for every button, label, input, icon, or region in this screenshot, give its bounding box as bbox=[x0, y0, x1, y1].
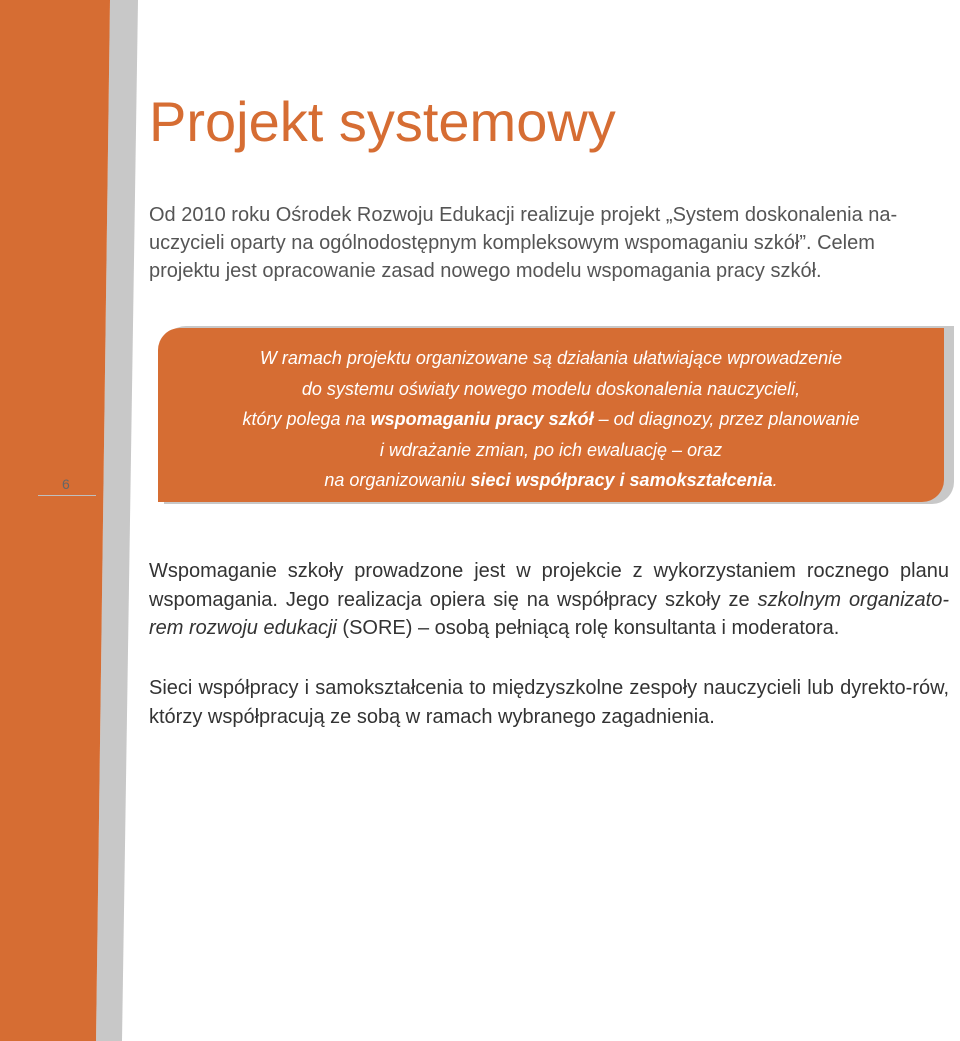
sore-term: szkolnym organizato-rem rozwoju edukacji bbox=[149, 588, 949, 639]
highlight-emphasis-networks: sieci współpracy i samokształcenia bbox=[470, 470, 773, 490]
highlight-box bbox=[158, 328, 944, 502]
body-paragraph-2: Sieci współpracy i samokształcenia to międzyszkolne zespoły nauczycieli lub dyrekto-rów, którzy współpracują ze sobą w ramach wybranego zagadnienia. bbox=[149, 677, 949, 728]
highlight-line-2: do systemu oświaty nowego modelu doskonalenia nauczycieli, bbox=[301, 378, 801, 399]
intro-line-3: projektu jest opracowanie zasad nowego modelu wspomagania pracy szkół. bbox=[149, 260, 822, 282]
page-title: Projekt systemowy bbox=[149, 90, 616, 153]
orange-stripe bbox=[0, 0, 110, 1041]
highlight-line-3: który polega na wspomaganiu pracy szkół – od diagnozy, przez planowanie bbox=[242, 409, 860, 429]
highlight-line-1: W ramach projektu organizowane są działania ułatwiające wprowadzenie bbox=[259, 348, 843, 368]
page-number-rule bbox=[38, 495, 96, 496]
highlight-emphasis-support: wspomaganiu pracy szkół bbox=[370, 409, 594, 429]
intro-line-1: Od 2010 roku Ośrodek Rozwoju Edukacji realizuje projekt „System doskonalenia na- bbox=[149, 204, 898, 226]
highlight-line-5: na organizowaniu sieci współpracy i samokształcenia. bbox=[324, 470, 778, 490]
body-paragraph-1: Wspomaganie szkoły prowadzone jest w projekcie z wykorzystaniem rocznego planu wspomagania. Jego realizacja opiera się na współpracy szkoły ze szkolnym organizato-rem rozwoju edukacji (SORE) – osobą pełniącą rolę konsultanta i moderatora. bbox=[149, 560, 949, 639]
highlight-line-4: i wdrażanie zmian, po ich ewaluację – oraz bbox=[379, 439, 723, 460]
intro-line-2: uczycieli oparty na ogólnodostępnym kompleksowym wspomaganiu szkół”. Celem bbox=[149, 232, 875, 254]
intro-paragraph bbox=[149, 201, 939, 285]
page-number: 6 bbox=[62, 476, 70, 492]
